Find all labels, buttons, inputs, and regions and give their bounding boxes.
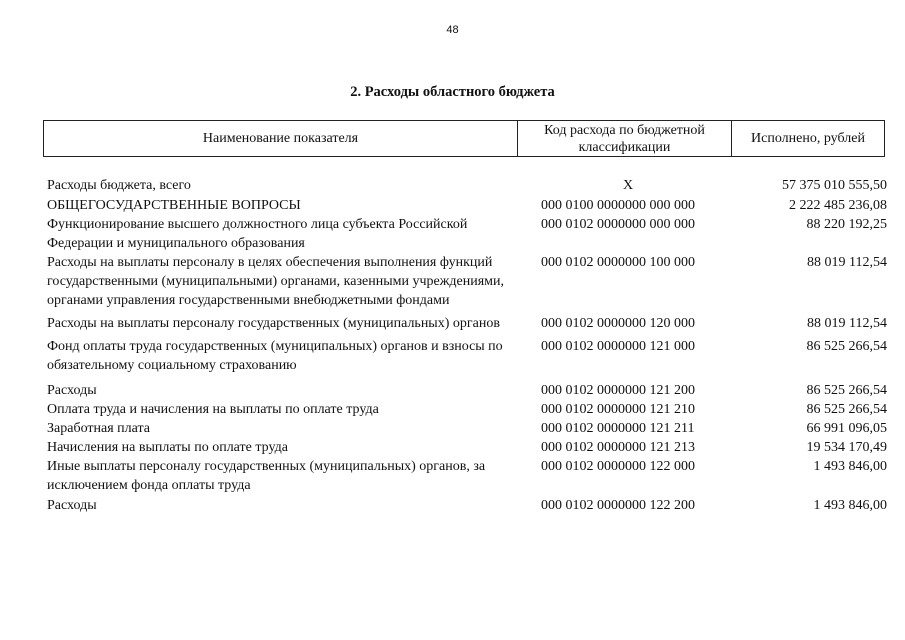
table-body bbox=[47, 176, 887, 515]
row-code: 000 0102 0000000 121 210 bbox=[541, 402, 695, 417]
table-row bbox=[47, 400, 887, 419]
table-row bbox=[47, 438, 887, 457]
table-row bbox=[47, 253, 887, 310]
row-name: Оплата труда и начисления на выплаты по оплате труда bbox=[47, 402, 379, 417]
row-name: Иные выплаты персоналу государственных (муниципальных) органов, за исключением фонда оплаты труда bbox=[47, 459, 486, 493]
row-name: Расходы бюджета, всего bbox=[47, 178, 191, 193]
row-code: 000 0102 0000000 121 213 bbox=[541, 440, 695, 455]
row-name: Функционирование высшего должностного лица субъекта Российской Федерации и муниципального образования bbox=[47, 217, 468, 251]
row-amount: 1 493 846,00 bbox=[813, 498, 887, 513]
row-amount: 86 525 266,54 bbox=[806, 339, 887, 354]
row-amount: 19 534 170,49 bbox=[806, 440, 887, 455]
column-header-code: Код расхода по бюджетной классификации bbox=[518, 121, 732, 156]
row-code: 000 0102 0000000 121 211 bbox=[541, 421, 695, 436]
row-code: 000 0100 0000000 000 000 bbox=[541, 198, 695, 213]
table-header bbox=[43, 120, 885, 157]
row-amount: 86 525 266,54 bbox=[806, 402, 887, 417]
row-code: X bbox=[622, 178, 634, 193]
row-name: Заработная плата bbox=[47, 421, 150, 436]
row-name: Расходы на выплаты персоналу государственных (муниципальных) органов bbox=[47, 316, 500, 331]
column-header-amount: Исполнено, рублей bbox=[751, 131, 865, 146]
table-row bbox=[47, 314, 887, 333]
row-amount: 66 991 096,05 bbox=[806, 421, 887, 436]
table-row bbox=[47, 419, 887, 438]
row-name: Фонд оплаты труда государственных (муниципальных) органов и взносы по обязательному социальному страхованию bbox=[47, 339, 503, 373]
row-name: ОБЩЕГОСУДАРСТВЕННЫЕ ВОПРОСЫ bbox=[47, 198, 301, 213]
row-code: 000 0102 0000000 000 000 bbox=[541, 217, 695, 232]
row-amount: 88 019 112,54 bbox=[807, 316, 887, 331]
row-name: Расходы на выплаты персоналу в целях обеспечения выполнения функций государственными (муниципальными) органами, казенными учреждениями, органами управления государственными внебюджетными фондами bbox=[47, 255, 504, 308]
row-amount: 86 525 266,54 bbox=[806, 383, 887, 398]
row-amount: 1 493 846,00 bbox=[813, 459, 887, 474]
page-number: 48 bbox=[446, 24, 459, 36]
row-code: 000 0102 0000000 122 000 bbox=[541, 459, 695, 474]
table-row bbox=[47, 196, 887, 215]
row-code: 000 0102 0000000 100 000 bbox=[541, 255, 695, 270]
column-header-name: Наименование показателя bbox=[44, 121, 518, 156]
table-row bbox=[47, 337, 887, 375]
table-row bbox=[47, 215, 887, 253]
table-row bbox=[47, 457, 887, 495]
row-code: 000 0102 0000000 121 200 bbox=[541, 383, 695, 398]
row-amount: 2 222 485 236,08 bbox=[789, 198, 887, 213]
table-row bbox=[47, 381, 887, 400]
section-title: 2. Расходы областного бюджета bbox=[350, 84, 555, 100]
row-amount: 88 220 192,25 bbox=[806, 217, 887, 232]
row-amount: 57 375 010 555,50 bbox=[782, 178, 887, 193]
row-code: 000 0102 0000000 121 000 bbox=[541, 339, 695, 354]
table-row bbox=[47, 496, 887, 515]
row-code: 000 0102 0000000 120 000 bbox=[541, 316, 695, 331]
table-row bbox=[47, 176, 887, 195]
row-code: 000 0102 0000000 122 200 bbox=[541, 498, 695, 513]
row-name: Начисления на выплаты по оплате труда bbox=[47, 440, 288, 455]
row-amount: 88 019 112,54 bbox=[807, 255, 887, 270]
row-name: Расходы bbox=[47, 383, 97, 398]
row-name: Расходы bbox=[47, 498, 97, 513]
